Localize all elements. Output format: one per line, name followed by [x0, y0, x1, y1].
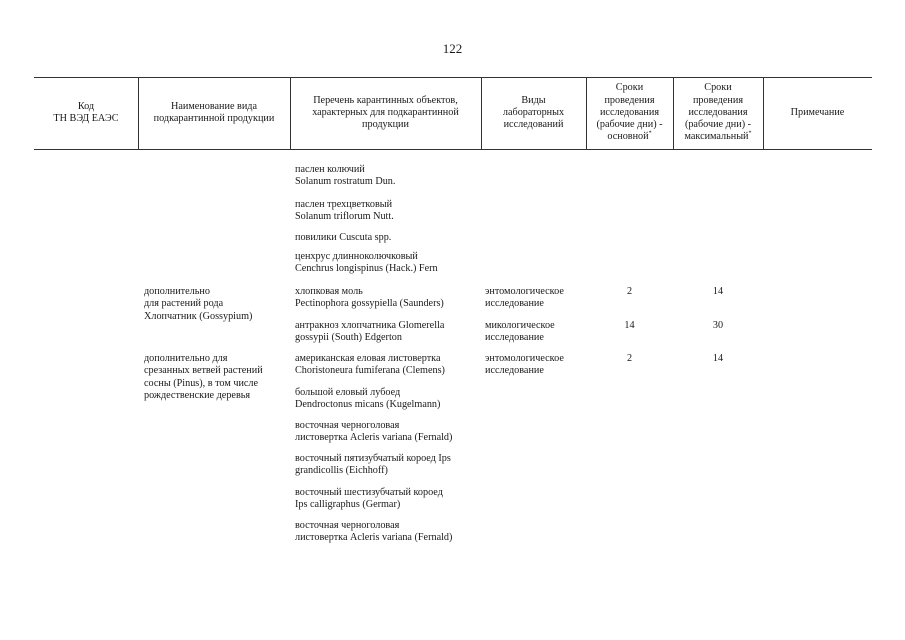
quarantine-object: восточная черноголовая листовертка Acleris variana (Fernald) — [295, 520, 453, 544]
quarantine-object: хлопковая моль Pectinophora gossypiella (Saunders) — [295, 286, 444, 310]
header-note: Примечание — [790, 106, 845, 118]
quarantine-object: ценхрус длинноколючковый Cenchrus longispinus (Hack.) Fern — [295, 251, 438, 275]
term-main-value: 2 — [626, 353, 633, 364]
header-term-main: Сроки проведения исследования (рабочие дни) - основной* — [596, 82, 663, 143]
quarantine-object: американская еловая листовертка Choristoneura fumiferana (Clemens) — [295, 353, 445, 377]
quarantine-object: паслен колючий Solanum rostratum Dun. — [295, 164, 396, 188]
quarantine-object: восточный пятизубчатый короед Ips grandicollis (Eichhoff) — [295, 453, 451, 477]
lab-research-type: энтомологическое исследование — [485, 286, 564, 310]
product-name-pinus: дополнительно для срезанных ветвей растений сосны (Pinus), в том числе рождественские деревья — [144, 353, 263, 402]
term-max-value: 30 — [712, 320, 724, 331]
header-quarantine-objects: Перечень карантинных объектов, характерных для подкарантинной продукции — [312, 94, 459, 131]
page-number: 122 — [442, 41, 463, 56]
table-header-bottom-border — [34, 149, 872, 150]
term-max-value: 14 — [712, 286, 724, 297]
quarantine-object: восточная черноголовая листовертка Acleris variana (Fernald) — [295, 420, 453, 444]
quarantine-object: паслен трехцветковый Solanum triflorum Nutt. — [295, 199, 394, 223]
lab-research-type: микологическое исследование — [485, 320, 555, 344]
header-code: Код ТН ВЭД ЕАЭС — [53, 100, 119, 124]
header-lab-research: Виды лабораторных исследований — [502, 94, 565, 131]
lab-research-type: энтомологическое исследование — [485, 353, 564, 377]
term-max-value: 14 — [712, 353, 724, 364]
quarantine-object: антракноз хлопчатника Glomerella gossypii (South) Edgerton — [295, 320, 445, 344]
quarantine-object: повилики Cuscuta spp. — [295, 232, 392, 243]
header-product-name: Наименование вида подкарантинной продукции — [153, 100, 275, 124]
header-term-max: Сроки проведения исследования (рабочие дни) - максимальный* — [684, 82, 752, 143]
quarantine-object: большой еловый лубоед Dendroctonus micans (Kugelmann) — [295, 387, 441, 411]
product-name-gossypium: дополнительно для растений рода Хлопчатник (Gossypium) — [144, 286, 253, 322]
term-main-value: 2 — [626, 286, 633, 297]
term-main-value: 14 — [624, 320, 635, 331]
quarantine-object: восточный шестизубчатый короед Ips calligraphus (Germar) — [295, 487, 443, 511]
